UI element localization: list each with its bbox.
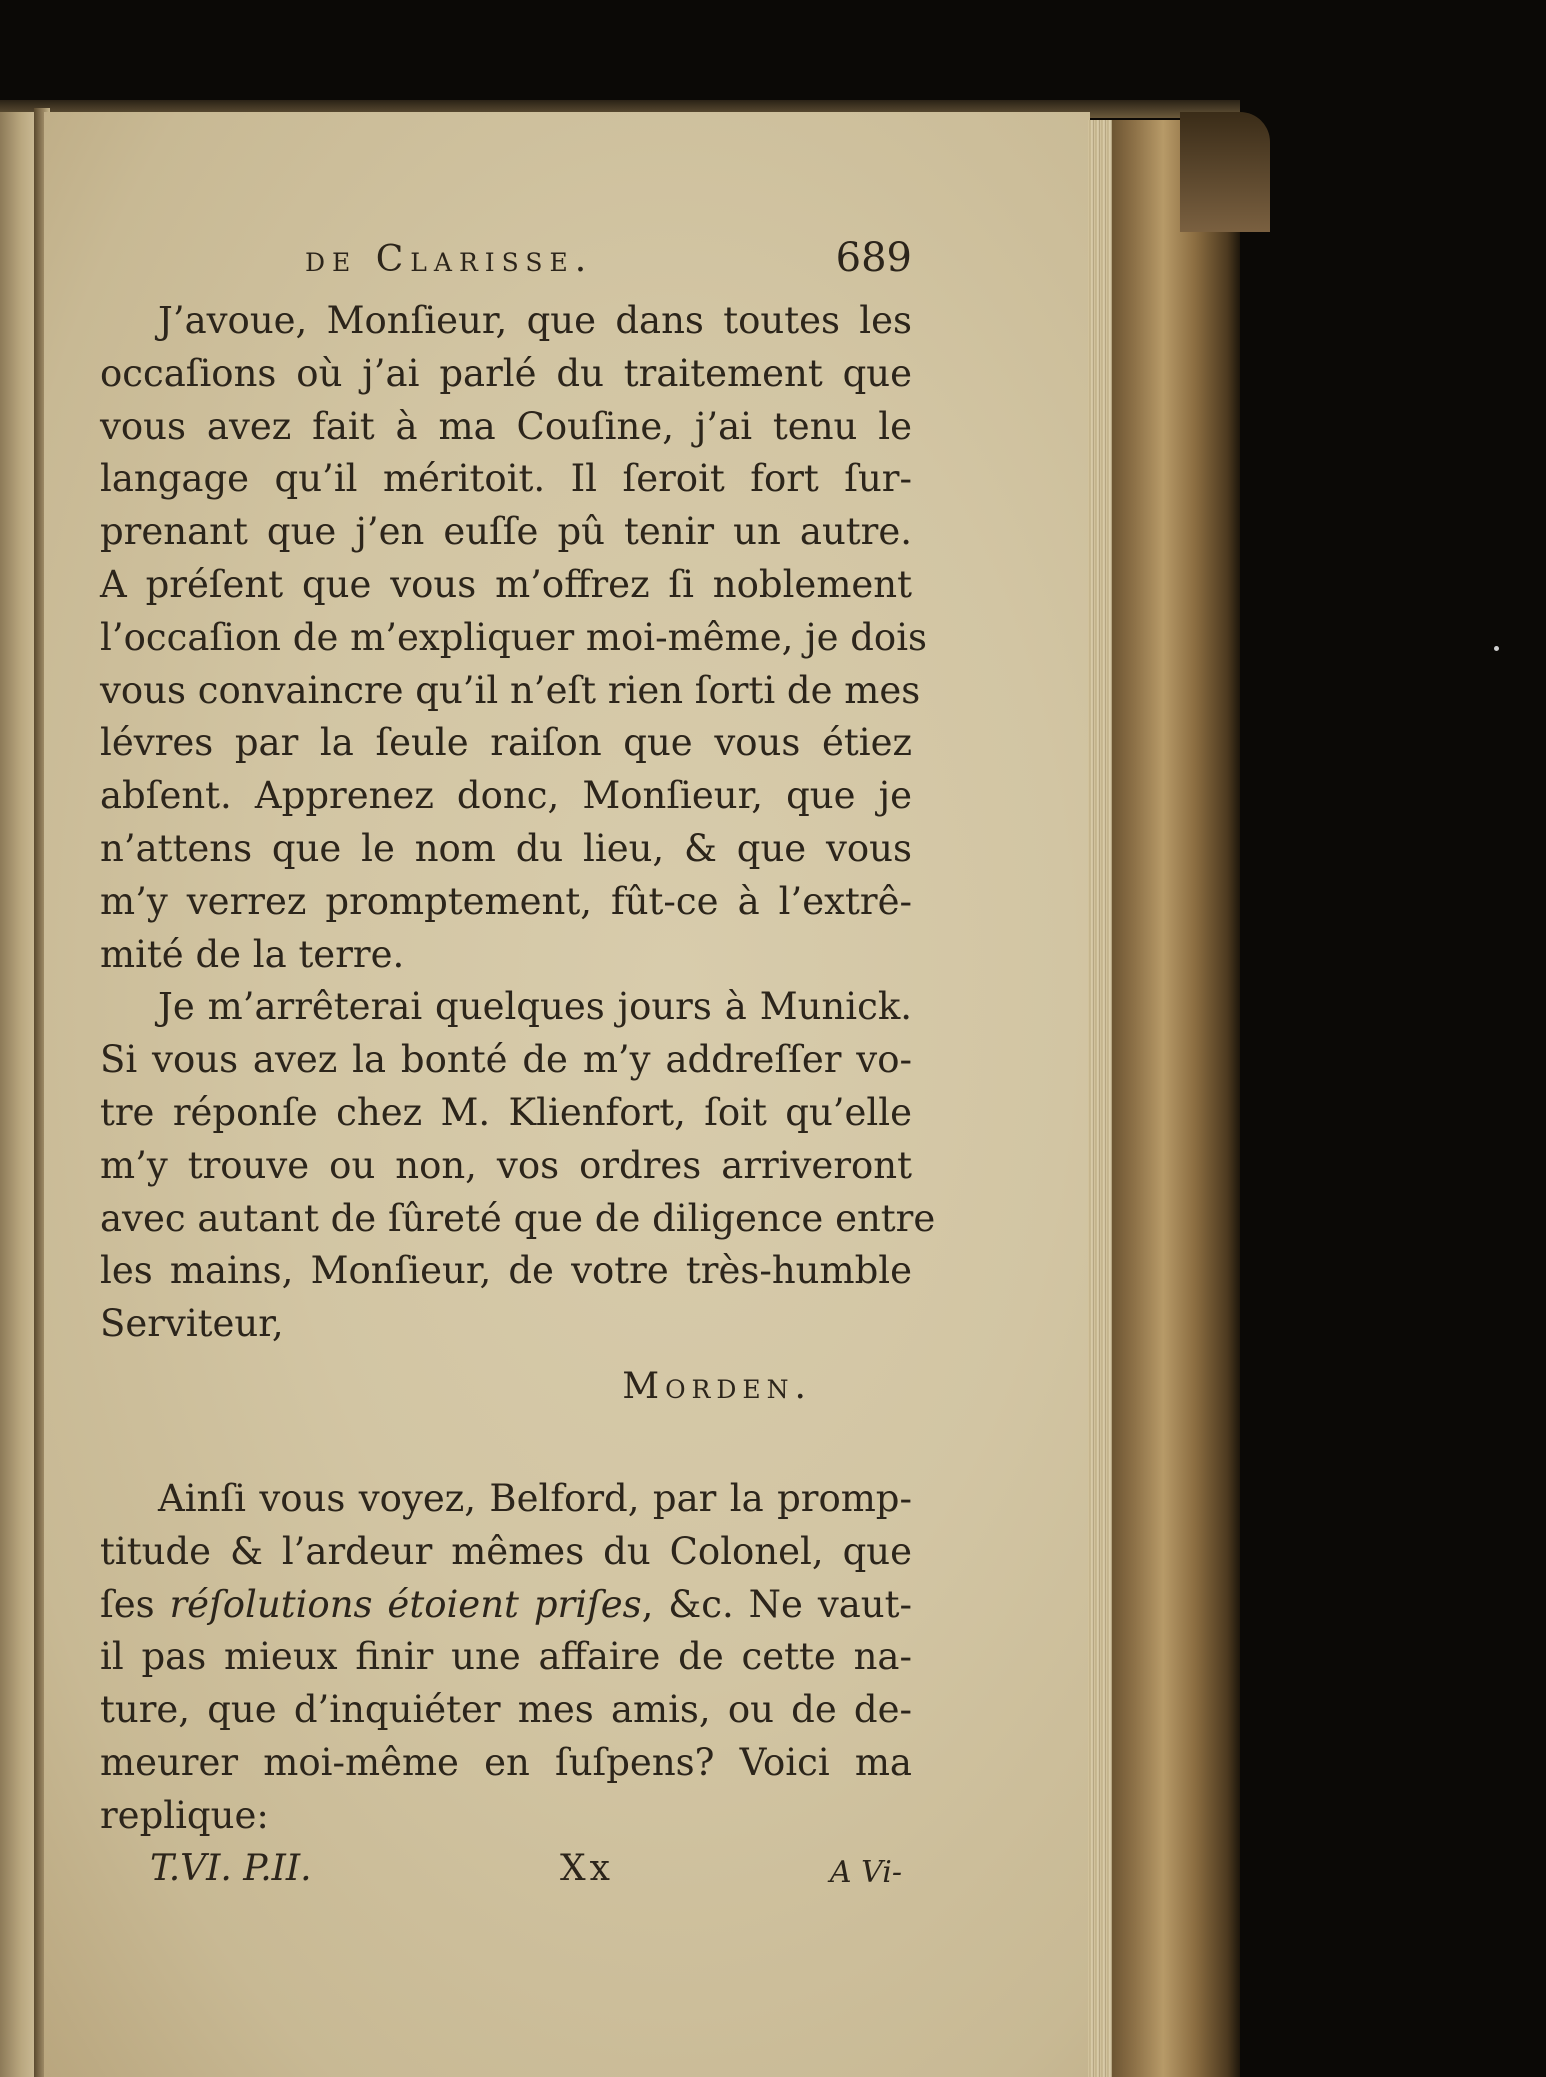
text-line: ture, que d’inquiéter mes amis, ou de de- <box>100 1688 912 1732</box>
leather-binding <box>1112 120 1240 2077</box>
text-line: titude & l’ardeur mêmes du Colonel, que <box>100 1529 912 1573</box>
text-line: n’attens que le nom du lieu, & que vous <box>100 826 912 870</box>
catchword: A Vi- <box>829 1854 902 1890</box>
page-header <box>100 225 912 295</box>
page-number: 689 <box>835 235 912 281</box>
text-line-mixed <box>100 1579 912 1632</box>
dust-speck <box>1494 646 1499 651</box>
text-line: Serviteur, <box>100 1302 284 1346</box>
text-run: ſes <box>100 1582 170 1626</box>
text-line: m’y verrez promptement, fût-ce à l’extrê- <box>100 879 912 923</box>
text-line: Ainſi vous voyez, Belford, par la promp- <box>158 1476 912 1520</box>
page-footer <box>100 1843 912 1895</box>
gathering-mark: Xx <box>560 1847 614 1889</box>
text-line: J’avoue, Monſieur, que dans toutes les <box>158 299 912 342</box>
page-text <box>100 225 936 1895</box>
text-line: il pas mieux finir une affaire de cette na- <box>100 1635 912 1679</box>
italic-phrase: réſolutions étoient priſes <box>169 1582 642 1626</box>
text-line: Je m’arrêterai quelques jours à Munick. <box>158 985 912 1029</box>
text-line: prenant que j’en euſſe pû tenir un autre. <box>100 510 912 554</box>
text-line: vous avez fait à ma Couſine, j’ai tenu le <box>100 404 912 448</box>
text-line: meurer moi-même en ſuſpens? Voici ma <box>100 1740 912 1784</box>
text-line: tre réponſe chez M. Klienfort, ſoit qu’elle <box>100 1090 912 1134</box>
text-line: mité de la terre. <box>100 932 405 976</box>
text-line: Si vous avez la bonté de m’y addreſſer vo- <box>100 1038 912 1082</box>
text-line: replique: <box>100 1793 269 1837</box>
text-run: , &c. Ne vaut- <box>641 1582 912 1626</box>
facing-page-edge <box>0 112 38 2077</box>
text-line: langage qu’il méritoit. Il ſeroit fort ſur- <box>100 457 912 501</box>
volume-signature-mark: T.VI. P.II. <box>150 1847 312 1889</box>
text-line: occaſions où j’ai parlé du traitement que <box>100 351 912 395</box>
running-title: de Clarisse. <box>305 239 594 280</box>
narrative-body <box>100 1473 912 1843</box>
text-line: l’occaſion de m’expliquer moi-même, je dois <box>100 615 928 659</box>
text-line: abſent. Apprenez donc, Monſieur, que je <box>100 774 912 818</box>
text-line: m’y trouve ou non, vos ordres arriveront <box>100 1143 912 1187</box>
text-line: A préſent que vous m’offrez ſi noblement <box>100 562 912 606</box>
text-line: avec autant de ſûreté que de diligence entre <box>100 1196 936 1240</box>
text-line: lévres par la ſeule raiſon que vous étiez <box>100 721 912 765</box>
text-line: les mains, Monſieur, de votre très-humble <box>100 1249 912 1293</box>
binding-corner <box>1180 112 1270 232</box>
text-line: vous convaincre qu’il n’eſt rien ſorti de mes <box>100 668 921 712</box>
letter-signature: Morden. <box>622 1365 812 1407</box>
letter-body <box>100 295 936 1351</box>
